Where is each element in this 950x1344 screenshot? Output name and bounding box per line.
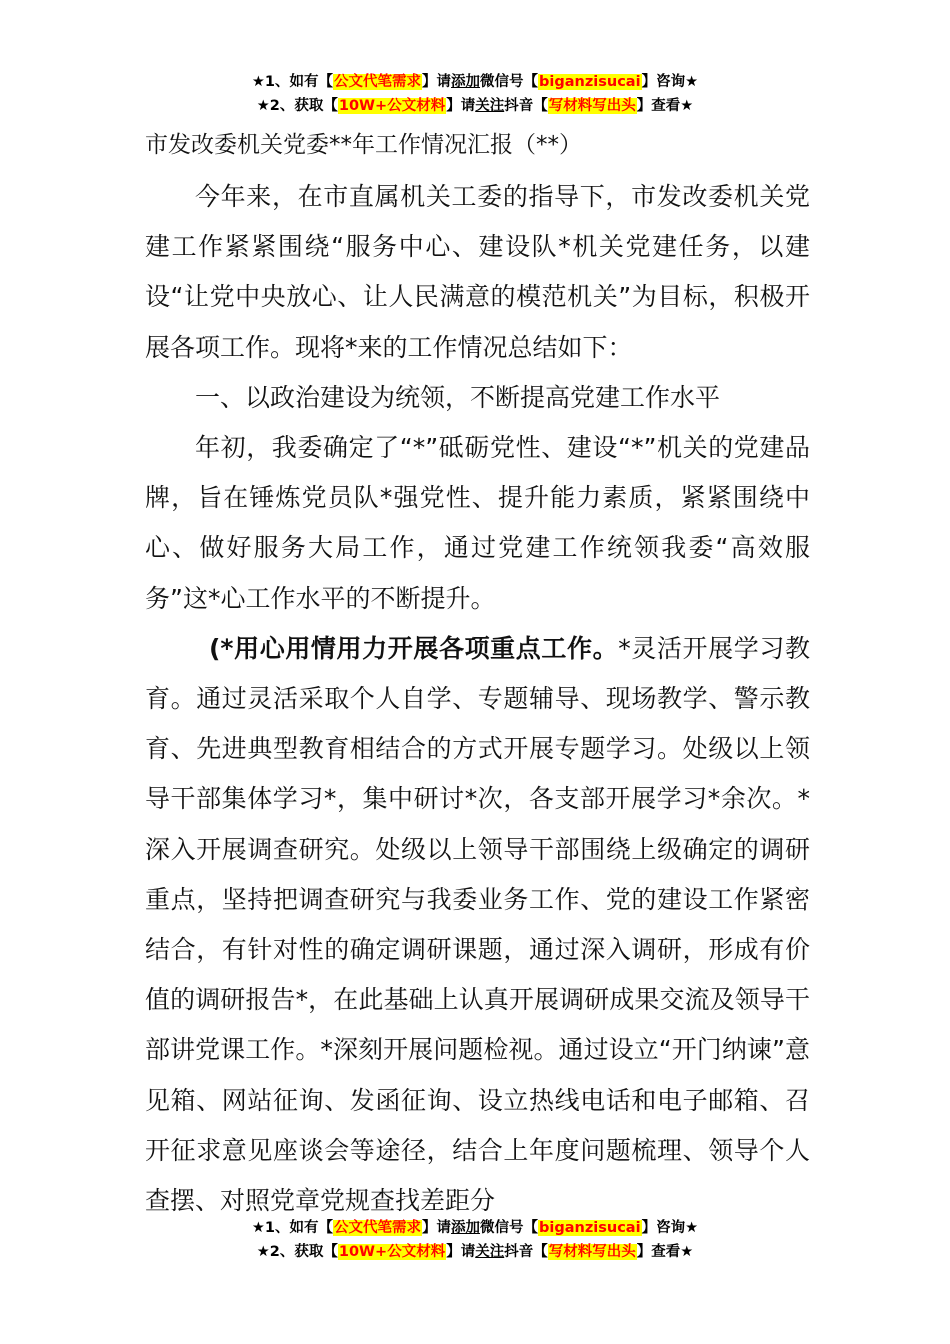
banner-underlined-text: 添加 [451, 1220, 481, 1236]
section-heading-1: 一、以政治建设为统领，不断提高党建工作水平 [195, 382, 721, 412]
banner-text: 】请 [422, 1220, 452, 1236]
paragraph-key-work [145, 624, 810, 1226]
banner-highlight: 公文代笔需求 [334, 1220, 422, 1236]
banner-line-2 [0, 1241, 950, 1265]
banner-text: 微信号【 [480, 74, 539, 90]
paragraph-intro: 今年来，在市直属机关工委的指导下，市发改委机关党建工作紧紧围绕“服务中心、建设队*机关党建任务，以建设“让党中央放心、让人民满意的模范机关”为目标，积极开展各项工作。现将*来的工作情况总结如下： [145, 182, 810, 362]
banner-text: 】咨询★ [641, 74, 699, 90]
banner-text: 微信号【 [480, 1220, 539, 1236]
banner-text: 】请 [446, 98, 476, 114]
banner-text: 】查看★ [636, 98, 694, 114]
paragraph-key-work-text: *灵活开展学习教育。通过灵活采取个人自学、专题辅导、现场教学、警示教育、先进典型教育相结合的方式开展专题学习。处级以上领导干部集体学习*，集中研讨*次，各支部开展学习*余次。*深入开展调查研究。处级以上领导干部围绕上级确定的调研重点，坚持把调查研究与我委业务工作、党的建设工作紧密结合，有针对性的确定调研课题，通过深入调研，形成有价值的调研报告*，在此基础上认真开展调研成果交流及领导干部讲党课工作。*深刻开展问题检视。通过设立“开门纳谏”意见箱、网站征询、发函征询、设立热线电话和电子邮箱、召开征求意见座谈会等途径，结合上年度问题梳理、领导个人查摆、对照党章党规查找差距分 [145, 633, 810, 1216]
banner-text: 抖音【 [504, 98, 548, 114]
document-body [145, 172, 810, 1226]
paragraph-brand: 年初，我委确定了“*”砥砺党性、建设“*”机关的党建品牌，旨在锤炼党员队*强党性、提升能力素质，紧紧围绕中心、做好服务大局工作，通过党建工作统领我委“高效服务”这*心工作水平的不断提升。 [145, 433, 810, 613]
paragraph-lead-bold: (*用心用情用力开展各项重点工作。 [209, 633, 619, 663]
banner-underlined-text: 关注 [475, 1244, 505, 1260]
banner-highlight: 公文代笔需求 [334, 74, 422, 90]
banner-text: 】请 [422, 74, 452, 90]
banner-underlined-text: 添加 [451, 74, 481, 90]
banner-highlight: 10W+公文材料 [338, 98, 446, 114]
header-banner [0, 71, 950, 119]
footer-banner [0, 1217, 950, 1265]
banner-line-1 [0, 1217, 950, 1241]
banner-text: 抖音【 [504, 1244, 548, 1260]
banner-underlined-text: 关注 [475, 98, 505, 114]
document-title: 市发改委机关党委**年工作情况汇报（**） [145, 132, 582, 158]
banner-text: ★1、如有【 [251, 1220, 334, 1236]
banner-line-1 [0, 71, 950, 95]
banner-text: ★2、获取【 [256, 98, 338, 114]
banner-highlight: 写材料写出头 [548, 1244, 636, 1260]
banner-highlight: biganzisucai [539, 74, 641, 90]
banner-line-2 [0, 95, 950, 119]
banner-highlight: 写材料写出头 [548, 98, 636, 114]
banner-text: ★1、如有【 [251, 74, 334, 90]
banner-highlight: biganzisucai [539, 1220, 641, 1236]
banner-text: 】请 [446, 1244, 476, 1260]
banner-text: 】查看★ [636, 1244, 694, 1260]
banner-text: 】咨询★ [641, 1220, 699, 1236]
banner-highlight: 10W+公文材料 [338, 1244, 446, 1260]
banner-text: ★2、获取【 [256, 1244, 338, 1260]
